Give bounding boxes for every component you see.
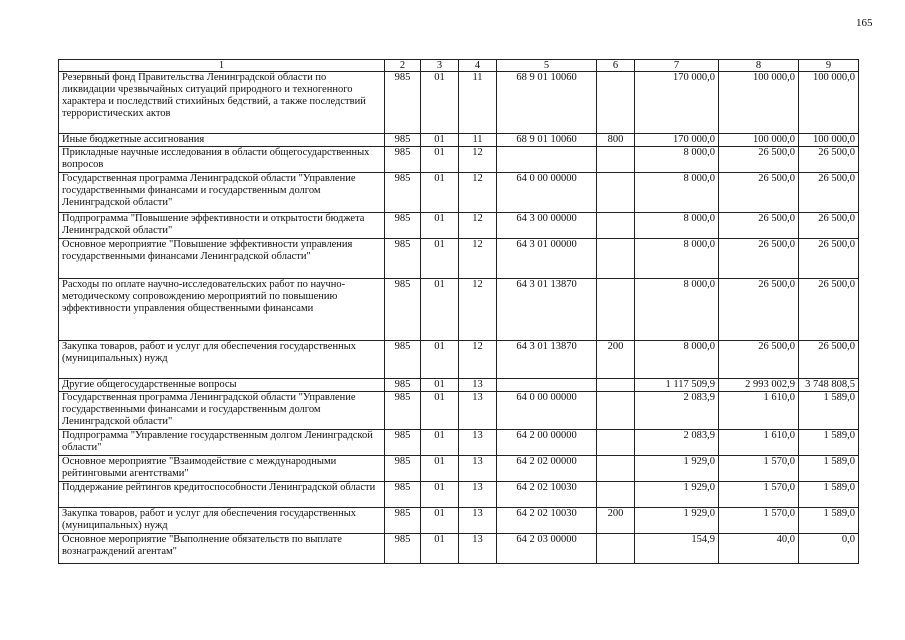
section-code-cell: 01 — [421, 534, 459, 564]
table-row — [59, 147, 859, 173]
amount-year1-cell: 8 000,0 — [635, 239, 719, 279]
grbs-code-cell: 985 — [385, 213, 421, 239]
amount-year3-cell: 26 500,0 — [799, 147, 859, 173]
grbs-code-cell: 985 — [385, 279, 421, 341]
amount-year2-cell: 1 610,0 — [719, 430, 799, 456]
subsection-code-cell: 12 — [459, 173, 497, 213]
row-name-cell: Резервный фонд Правительства Ленинградской области по ликвидации чрезвычайных ситуаций природного и техногенного характера и последствий стихийных бедствий, а также последствий террористических актов — [59, 72, 385, 134]
subsection-code-cell: 13 — [459, 392, 497, 430]
amount-year1-cell: 8 000,0 — [635, 279, 719, 341]
expense-type-cell — [597, 379, 635, 392]
column-number: 4 — [459, 60, 497, 72]
amount-year2-cell: 26 500,0 — [719, 147, 799, 173]
target-article-cell: 64 2 02 10030 — [497, 508, 597, 534]
table-row — [59, 534, 859, 564]
amount-year2-cell: 2 993 002,9 — [719, 379, 799, 392]
amount-year1-cell: 8 000,0 — [635, 173, 719, 213]
budget-table — [58, 59, 859, 564]
table-row — [59, 392, 859, 430]
table-row — [59, 239, 859, 279]
table-row — [59, 430, 859, 456]
table-row — [59, 341, 859, 379]
column-number: 3 — [421, 60, 459, 72]
section-code-cell: 01 — [421, 341, 459, 379]
row-name-cell: Иные бюджетные ассигнования — [59, 134, 385, 147]
amount-year3-cell: 0,0 — [799, 534, 859, 564]
row-name-cell: Расходы по оплате научно-исследовательских работ по научно-методическому сопровождению мероприятий по повышению эффективности управления общественными финансами — [59, 279, 385, 341]
amount-year3-cell: 1 589,0 — [799, 508, 859, 534]
amount-year3-cell: 26 500,0 — [799, 173, 859, 213]
target-article-cell: 64 0 00 00000 — [497, 173, 597, 213]
amount-year3-cell: 100 000,0 — [799, 72, 859, 134]
subsection-code-cell: 12 — [459, 279, 497, 341]
amount-year3-cell: 1 589,0 — [799, 482, 859, 508]
table-row — [59, 173, 859, 213]
expense-type-cell — [597, 482, 635, 508]
grbs-code-cell: 985 — [385, 392, 421, 430]
section-code-cell: 01 — [421, 279, 459, 341]
amount-year3-cell: 26 500,0 — [799, 341, 859, 379]
column-number: 9 — [799, 60, 859, 72]
subsection-code-cell: 13 — [459, 482, 497, 508]
target-article-cell: 68 9 01 10060 — [497, 134, 597, 147]
column-number-row — [59, 60, 859, 72]
row-name-cell: Государственная программа Ленинградской области "Управление государственными финансами и государственным долгом Ленинградской области" — [59, 392, 385, 430]
section-code-cell: 01 — [421, 379, 459, 392]
subsection-code-cell: 13 — [459, 430, 497, 456]
subsection-code-cell: 12 — [459, 239, 497, 279]
expense-type-cell — [597, 456, 635, 482]
expense-type-cell — [597, 392, 635, 430]
expense-type-cell — [597, 213, 635, 239]
amount-year2-cell: 26 500,0 — [719, 173, 799, 213]
grbs-code-cell: 985 — [385, 456, 421, 482]
row-name-cell: Закупка товаров, работ и услуг для обеспечения государственных (муниципальных) нужд — [59, 341, 385, 379]
amount-year3-cell: 26 500,0 — [799, 279, 859, 341]
expense-type-cell: 800 — [597, 134, 635, 147]
row-name-cell: Основное мероприятие "Взаимодействие с международными рейтинговыми агентствами" — [59, 456, 385, 482]
expense-type-cell — [597, 72, 635, 134]
table-row — [59, 213, 859, 239]
column-number: 8 — [719, 60, 799, 72]
amount-year3-cell: 100 000,0 — [799, 134, 859, 147]
table-row — [59, 379, 859, 392]
amount-year2-cell: 1 610,0 — [719, 392, 799, 430]
amount-year1-cell: 1 929,0 — [635, 508, 719, 534]
grbs-code-cell: 985 — [385, 534, 421, 564]
amount-year1-cell: 1 929,0 — [635, 456, 719, 482]
table-row — [59, 72, 859, 134]
amount-year2-cell: 26 500,0 — [719, 213, 799, 239]
target-article-cell: 64 2 03 00000 — [497, 534, 597, 564]
amount-year3-cell: 26 500,0 — [799, 213, 859, 239]
section-code-cell: 01 — [421, 147, 459, 173]
amount-year3-cell: 1 589,0 — [799, 392, 859, 430]
amount-year1-cell: 8 000,0 — [635, 147, 719, 173]
subsection-code-cell: 13 — [459, 379, 497, 392]
section-code-cell: 01 — [421, 430, 459, 456]
section-code-cell: 01 — [421, 72, 459, 134]
table-row — [59, 508, 859, 534]
amount-year1-cell: 1 929,0 — [635, 482, 719, 508]
section-code-cell: 01 — [421, 239, 459, 279]
amount-year3-cell: 3 748 808,5 — [799, 379, 859, 392]
amount-year1-cell: 2 083,9 — [635, 392, 719, 430]
row-name-cell: Другие общегосударственные вопросы — [59, 379, 385, 392]
subsection-code-cell: 11 — [459, 134, 497, 147]
column-number: 6 — [597, 60, 635, 72]
row-name-cell: Подпрограмма "Повышение эффективности и открытости бюджета Ленинградской области" — [59, 213, 385, 239]
grbs-code-cell: 985 — [385, 239, 421, 279]
page-number: 165 — [856, 17, 873, 29]
subsection-code-cell: 12 — [459, 213, 497, 239]
target-article-cell: 64 3 00 00000 — [497, 213, 597, 239]
row-name-cell: Поддержание рейтингов кредитоспособности Ленинградской области — [59, 482, 385, 508]
table-row — [59, 482, 859, 508]
amount-year1-cell: 170 000,0 — [635, 72, 719, 134]
table-row — [59, 134, 859, 147]
grbs-code-cell: 985 — [385, 341, 421, 379]
amount-year1-cell: 1 117 509,9 — [635, 379, 719, 392]
target-article-cell: 64 0 00 00000 — [497, 392, 597, 430]
grbs-code-cell: 985 — [385, 430, 421, 456]
row-name-cell: Основное мероприятие "Выполнение обязательств по выплате вознаграждений агентам" — [59, 534, 385, 564]
expense-type-cell: 200 — [597, 341, 635, 379]
row-name-cell: Прикладные научные исследования в области общегосударственных вопросов — [59, 147, 385, 173]
subsection-code-cell: 12 — [459, 341, 497, 379]
target-article-cell: 64 2 02 10030 — [497, 482, 597, 508]
table-row — [59, 279, 859, 341]
amount-year2-cell: 100 000,0 — [719, 134, 799, 147]
target-article-cell — [497, 379, 597, 392]
amount-year2-cell: 26 500,0 — [719, 341, 799, 379]
amount-year3-cell: 26 500,0 — [799, 239, 859, 279]
target-article-cell — [497, 147, 597, 173]
subsection-code-cell: 13 — [459, 456, 497, 482]
expense-type-cell — [597, 534, 635, 564]
amount-year2-cell: 1 570,0 — [719, 508, 799, 534]
target-article-cell: 64 3 01 00000 — [497, 239, 597, 279]
subsection-code-cell: 12 — [459, 147, 497, 173]
amount-year3-cell: 1 589,0 — [799, 456, 859, 482]
target-article-cell: 68 9 01 10060 — [497, 72, 597, 134]
expense-type-cell: 200 — [597, 508, 635, 534]
grbs-code-cell: 985 — [385, 482, 421, 508]
section-code-cell: 01 — [421, 173, 459, 213]
subsection-code-cell: 11 — [459, 72, 497, 134]
amount-year3-cell: 1 589,0 — [799, 430, 859, 456]
amount-year1-cell: 170 000,0 — [635, 134, 719, 147]
column-number: 2 — [385, 60, 421, 72]
section-code-cell: 01 — [421, 482, 459, 508]
grbs-code-cell: 985 — [385, 72, 421, 134]
grbs-code-cell: 985 — [385, 134, 421, 147]
section-code-cell: 01 — [421, 392, 459, 430]
expense-type-cell — [597, 279, 635, 341]
column-number: 5 — [497, 60, 597, 72]
section-code-cell: 01 — [421, 456, 459, 482]
grbs-code-cell: 985 — [385, 173, 421, 213]
grbs-code-cell: 985 — [385, 147, 421, 173]
table-row — [59, 456, 859, 482]
amount-year2-cell: 26 500,0 — [719, 239, 799, 279]
row-name-cell: Государственная программа Ленинградской области "Управление государственными финансами и государственным долгом Ленинградской области" — [59, 173, 385, 213]
amount-year2-cell: 100 000,0 — [719, 72, 799, 134]
subsection-code-cell: 13 — [459, 508, 497, 534]
amount-year2-cell: 1 570,0 — [719, 456, 799, 482]
target-article-cell: 64 3 01 13870 — [497, 279, 597, 341]
amount-year2-cell: 26 500,0 — [719, 279, 799, 341]
expense-type-cell — [597, 147, 635, 173]
grbs-code-cell: 985 — [385, 379, 421, 392]
expense-type-cell — [597, 430, 635, 456]
amount-year1-cell: 154,9 — [635, 534, 719, 564]
subsection-code-cell: 13 — [459, 534, 497, 564]
section-code-cell: 01 — [421, 508, 459, 534]
expense-type-cell — [597, 239, 635, 279]
column-number: 1 — [59, 60, 385, 72]
column-number: 7 — [635, 60, 719, 72]
amount-year1-cell: 8 000,0 — [635, 341, 719, 379]
amount-year1-cell: 2 083,9 — [635, 430, 719, 456]
amount-year1-cell: 8 000,0 — [635, 213, 719, 239]
row-name-cell: Подпрограмма "Управление государственным долгом Ленинградской области" — [59, 430, 385, 456]
target-article-cell: 64 2 00 00000 — [497, 430, 597, 456]
target-article-cell: 64 3 01 13870 — [497, 341, 597, 379]
expense-type-cell — [597, 173, 635, 213]
row-name-cell: Закупка товаров, работ и услуг для обеспечения государственных (муниципальных) нужд — [59, 508, 385, 534]
amount-year2-cell: 40,0 — [719, 534, 799, 564]
target-article-cell: 64 2 02 00000 — [497, 456, 597, 482]
section-code-cell: 01 — [421, 134, 459, 147]
row-name-cell: Основное мероприятие "Повышение эффективности управления государственными финансами Ленинградской области" — [59, 239, 385, 279]
amount-year2-cell: 1 570,0 — [719, 482, 799, 508]
grbs-code-cell: 985 — [385, 508, 421, 534]
section-code-cell: 01 — [421, 213, 459, 239]
